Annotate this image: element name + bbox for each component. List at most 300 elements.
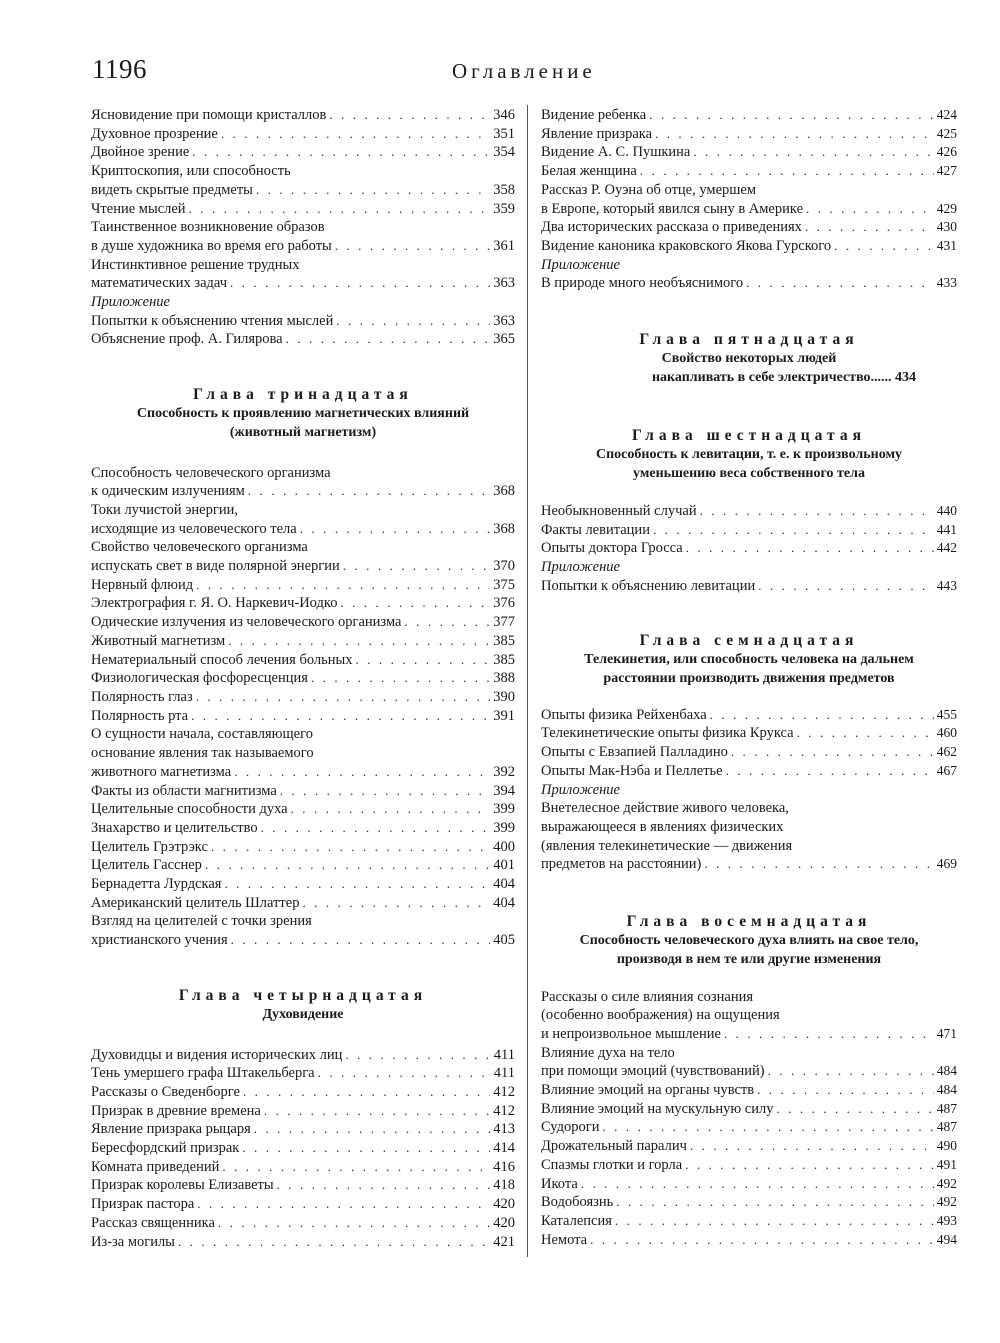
toc-entry-title: видеть скрытые предметы (91, 181, 253, 198)
chapter-15-title: Глава пятнадцатая (639, 331, 859, 349)
toc-page-number: 361 (493, 237, 515, 254)
toc-entry[interactable] (541, 743, 957, 762)
toc-page-number: 399 (493, 819, 515, 836)
toc-entry-title: Целительные способности духа (91, 801, 288, 818)
dot-leader (211, 838, 490, 857)
toc-entry-title: Опыты физика Рейхенбаха (541, 706, 707, 723)
toc-page-number: 358 (493, 181, 515, 198)
chapter-17-subtitle-2: расстоянии производить движения предметов (603, 671, 895, 687)
toc-entry-title: Опыты Мак-Нэба и Пеллетье (541, 762, 723, 779)
toc-page-number: 487 (936, 1100, 957, 1116)
chapter-13-heading (91, 385, 515, 442)
toc-entry-title: Попытки к объяснению чтения мыслей (91, 312, 334, 329)
toc-entry[interactable] (91, 782, 515, 801)
dot-leader (356, 651, 491, 670)
toc-entry[interactable] (91, 651, 515, 670)
toc-page-number: 375 (493, 576, 515, 593)
toc-entry-title: Судороги (541, 1119, 600, 1136)
dot-leader (264, 1102, 490, 1121)
toc-page-number: 404 (493, 894, 515, 911)
chapter-15-subtitle-2: накапливать в себе электричество (651, 369, 871, 385)
toc-page-number: 492 (936, 1175, 957, 1191)
toc-entry[interactable] (91, 894, 515, 913)
chapter-14-heading (91, 986, 515, 1025)
toc-entry[interactable] (541, 724, 957, 743)
toc-page-number: 420 (493, 1214, 515, 1231)
dot-leader (581, 1175, 934, 1194)
toc-page-number: 388 (493, 670, 515, 687)
toc-entry-title: Объяснение проф. А. Гилярова (91, 331, 283, 348)
toc-page-number: 411 (493, 1046, 515, 1063)
toc-entry[interactable] (541, 1100, 957, 1119)
toc-entry[interactable] (541, 218, 957, 237)
toc-entry-title: Рассказ Р. Оуэна об отце, умершем (541, 181, 757, 198)
dot-leader (335, 237, 490, 256)
toc-page-number: 441 (936, 521, 957, 537)
toc-entry-title: Взгляд на целителей с точки зрения (91, 913, 312, 930)
dot-leader (318, 1064, 491, 1083)
right-top-entries (541, 106, 957, 256)
toc-entry-title: предметов на расстоянии) (541, 856, 702, 873)
chapter-16-title: Глава шестнадцатая (632, 427, 866, 445)
toc-entry-title: испускать свет в виде полярной энергии (91, 558, 340, 575)
toc-entry-title: Явление призрака рыцаря (91, 1121, 251, 1138)
dot-leader (228, 632, 490, 651)
dot-leader (726, 762, 934, 781)
toc-page-number: 363 (493, 275, 515, 292)
toc-page-number: 400 (493, 838, 515, 855)
chapter-16-entries (541, 502, 957, 558)
toc-entry-title: Полярность глаз (91, 688, 193, 705)
toc-page-number: 491 (936, 1156, 957, 1172)
toc-entry-title: Немота (541, 1231, 588, 1248)
dot-leader (302, 894, 490, 913)
toc-entry-title: Рассказ священника (91, 1214, 215, 1231)
dot-leader (404, 613, 490, 632)
chapter-18-subtitle-1: Способность человеческого духа влиять на свое тело, (579, 933, 919, 949)
toc-page-number: 484 (936, 1082, 957, 1098)
toc-entry[interactable] (541, 502, 957, 521)
toc-entry-title: Телекинетические опыты физика Крукса (541, 725, 794, 742)
toc-entry-title: Знахарство и целительство (91, 819, 258, 836)
toc-entry-title: Таинственное возникновение образов (91, 219, 325, 236)
dot-leader (758, 577, 934, 596)
toc-entry[interactable] (91, 856, 515, 875)
chapter-16-subtitle-2: уменьшению веса собственного тела (633, 466, 865, 482)
chapter-16-heading (541, 426, 957, 483)
dot-leader (710, 706, 934, 725)
toc-page-number: 351 (493, 125, 515, 142)
toc-entry[interactable] (541, 274, 957, 293)
appendix-label: Приложение (91, 294, 170, 311)
toc-entry[interactable] (91, 800, 515, 819)
toc-page-number: 416 (493, 1158, 515, 1175)
toc-entry[interactable] (91, 1120, 515, 1139)
toc-entry[interactable] (91, 464, 515, 501)
dot-leader (230, 274, 490, 293)
dot-leader (768, 1062, 934, 1081)
dot-leader (191, 707, 490, 726)
chapter-15-page: 434 (895, 369, 917, 385)
dot-leader (724, 1025, 934, 1044)
toc-entry[interactable] (541, 162, 957, 181)
dot-leader (590, 1231, 934, 1250)
chapter-16-subtitle-1: Способность к левитации, т. е. к произвольному (596, 447, 902, 463)
column-divider (527, 105, 528, 1257)
toc-entry-title: Способность человеческого организма (91, 464, 331, 481)
toc-entry[interactable] (541, 521, 957, 540)
chapter-16-appendix-entries (541, 577, 957, 596)
dot-leader (277, 1176, 491, 1195)
chapter-18-heading (541, 912, 957, 969)
toc-page-number: 385 (493, 632, 515, 649)
toc-page-number: 365 (493, 331, 515, 348)
dot-leader (797, 724, 934, 743)
chapter-13-entries (91, 464, 515, 950)
chapter-15-subtitle-1: Свойство некоторых людей (661, 351, 837, 367)
toc-entry-title: Опыты с Евзапией Палладино (541, 744, 728, 761)
toc-entry[interactable] (91, 1195, 515, 1214)
toc-entry[interactable] (91, 143, 515, 162)
toc-entry-title: Нематериальный способ лечения больных (91, 651, 353, 668)
dot-leader (616, 1193, 933, 1212)
toc-entry-title: Комната приведений (91, 1158, 220, 1175)
toc-page-number: 413 (493, 1121, 515, 1138)
dot-leader (615, 1212, 934, 1231)
dot-leader (693, 143, 933, 162)
toc-page-number: 471 (936, 1025, 957, 1041)
toc-entry[interactable] (541, 1175, 957, 1194)
right-top-appendix-entries (541, 274, 957, 293)
toc-entry[interactable] (91, 200, 515, 219)
toc-entry-title: Призрак пастора (91, 1196, 195, 1213)
toc-page-number: 404 (493, 876, 515, 893)
toc-entry[interactable] (91, 1102, 515, 1121)
toc-entry-title: Дрожательный паралич (541, 1138, 687, 1155)
toc-page-number: 399 (493, 801, 515, 818)
dot-leader (329, 106, 490, 125)
toc-entry-title: Видение ребенка (541, 107, 647, 123)
toc-entry[interactable] (91, 330, 515, 349)
page-number: 1196 (92, 54, 147, 84)
toc-entry-title: Необыкновенный случай (541, 502, 697, 519)
toc-entry-title: Американский целитель Шлаттер (91, 894, 300, 911)
dot-leader (234, 763, 490, 782)
toc-entry[interactable] (541, 762, 957, 781)
toc-entry[interactable] (91, 1064, 515, 1083)
chapter-17-entries (541, 706, 957, 781)
toc-entry[interactable] (541, 1081, 957, 1100)
toc-entry[interactable] (91, 1176, 515, 1195)
appendix-label: Приложение (541, 781, 620, 798)
toc-entry[interactable] (91, 632, 515, 651)
dot-leader (218, 1214, 490, 1233)
toc-entry-title: Полярность рта (91, 707, 189, 724)
toc-page-number: 469 (936, 856, 957, 872)
toc-entry-title: Физиологическая фосфоресценция (91, 670, 308, 687)
right-column (541, 106, 957, 1249)
toc-page-number: 427 (936, 163, 957, 179)
toc-page-number: 443 (936, 577, 957, 593)
dot-leader (757, 1081, 934, 1100)
toc-entry-title: Опыты доктора Гросса (541, 540, 683, 557)
toc-entry[interactable] (91, 1214, 515, 1233)
toc-page-number: 363 (493, 312, 515, 329)
dot-leader (731, 743, 934, 762)
dot-leader (243, 1083, 490, 1102)
toc-entry-title: Два исторических рассказа о приведениях (541, 219, 802, 236)
chapter-17-subtitle-1: Телекинетия, или способность человека на дальнем (584, 652, 914, 668)
toc-entry-title: Спазмы глотки и горла (541, 1156, 683, 1173)
toc-page-number: 487 (936, 1119, 957, 1135)
dot-leader (686, 539, 934, 558)
toc-entry-title: Духовное прозрение (91, 125, 218, 142)
toc-entry[interactable] (541, 181, 957, 218)
dot-leader (248, 482, 490, 501)
toc-page-number: 462 (936, 744, 957, 760)
toc-entry[interactable] (541, 1044, 957, 1081)
dot-leader (746, 274, 934, 293)
toc-entry[interactable] (91, 162, 515, 199)
toc-page-number: 370 (493, 558, 515, 575)
dot-leader (649, 106, 934, 125)
toc-page-number: 440 (936, 502, 957, 518)
chapter-17-appendix-entries (541, 799, 957, 874)
toc-entry[interactable] (91, 1046, 515, 1065)
toc-entry[interactable] (91, 912, 515, 949)
dot-leader (690, 1137, 934, 1156)
toc-page-number: 433 (936, 275, 957, 291)
toc-entry[interactable] (91, 613, 515, 632)
toc-entry-title: основание явления так называемого (91, 745, 314, 762)
toc-page-number: 377 (493, 614, 515, 631)
toc-page-number: 390 (493, 688, 515, 705)
toc-entry-title: при помощи эмоций (чувствований) (541, 1063, 765, 1080)
toc-entry[interactable] (91, 106, 515, 125)
toc-page-number: 455 (936, 706, 957, 722)
toc-entry-title: христианского учения (91, 932, 228, 949)
dot-leader (291, 800, 491, 819)
chapter-15-heading (541, 330, 957, 387)
dot-leader: ...... (870, 369, 892, 385)
toc-entry-title: Рассказы о силе влияния сознания (541, 988, 754, 1005)
dot-leader (280, 782, 490, 801)
toc-entry-title: Одические излучения из человеческого организма (91, 614, 402, 631)
toc-entry[interactable] (91, 1233, 515, 1252)
toc-page-number: 492 (936, 1194, 957, 1210)
toc-entry-title: Целитель Грэтрэкс (91, 838, 208, 855)
dot-leader (685, 1156, 934, 1175)
toc-entry-title: Водобоязнь (541, 1194, 614, 1211)
toc-entry-title: О сущности начала, составляющего (91, 726, 313, 743)
toc-entry-title: Чтение мыслей (91, 200, 186, 217)
toc-page-number: 425 (936, 125, 957, 141)
toc-entry-title: Явление призрака (541, 125, 653, 142)
toc-page-number: 412 (493, 1102, 515, 1119)
toc-page-number: 405 (493, 932, 515, 949)
toc-page-number: 490 (936, 1138, 957, 1154)
toc-entry-title: Попытки к объяснению левитации (541, 577, 756, 594)
toc-entry[interactable] (91, 1158, 515, 1177)
toc-page-number: 411 (493, 1065, 515, 1082)
toc-entry[interactable] (541, 1231, 957, 1250)
toc-entry-title: в Европе, который явился сыну в Америке (541, 200, 803, 217)
dot-leader (602, 1118, 933, 1137)
toc-entry[interactable] (91, 256, 515, 293)
toc-entry[interactable] (91, 838, 515, 857)
dot-leader (205, 856, 490, 875)
toc-entry[interactable] (91, 312, 515, 331)
toc-page-number: 412 (493, 1083, 515, 1100)
toc-page-number: 346 (493, 107, 515, 123)
dot-leader (653, 521, 934, 540)
toc-entry[interactable] (541, 799, 957, 874)
toc-entry-title: Животный магнетизм (91, 632, 226, 649)
toc-page-number: 394 (493, 782, 515, 799)
toc-entry[interactable] (91, 688, 515, 707)
toc-entry-title: В природе много необъяснимого (541, 275, 744, 292)
toc-page-number: 392 (493, 763, 515, 780)
toc-entry[interactable] (91, 538, 515, 575)
dot-leader (196, 688, 491, 707)
toc-entry[interactable] (91, 875, 515, 894)
left-top-entries (91, 106, 515, 293)
toc-page-number: 385 (493, 651, 515, 668)
chapter-13-subtitle-1: Способность к проявлению магнетических влияний (136, 406, 470, 422)
toc-entry[interactable] (541, 577, 957, 596)
chapter-14-title: Глава четырнадцатая (178, 986, 428, 1004)
chapter-13-subtitle-2: (животный магнетизм) (229, 424, 377, 440)
toc-page-number: 414 (493, 1140, 515, 1157)
toc-entry-title: исходящие из человеческого тела (91, 520, 297, 537)
toc-entry-title: Свойство человеческого организма (91, 539, 308, 556)
toc-entry[interactable] (541, 237, 957, 256)
toc-entry[interactable] (541, 106, 957, 125)
dot-leader (343, 557, 491, 576)
toc-entry[interactable] (91, 1139, 515, 1158)
toc-entry-title: Бернадетта Лурдская (91, 876, 222, 893)
toc-entry-title: Влияние духа на тело (541, 1044, 675, 1061)
toc-entry-title: Электрография г. Я. О. Наркевич-Иодко (91, 595, 338, 612)
toc-entry-title: (явления телекинетические — движения (541, 837, 793, 854)
toc-entry[interactable] (541, 143, 957, 162)
toc-entry[interactable] (91, 125, 515, 144)
chapter-17-heading (541, 631, 957, 688)
chapter-14-subtitle-1: Духовидение (262, 1006, 344, 1022)
toc-entry-title: Двойное зрение (91, 144, 190, 161)
toc-entry-title: Белая женщина (541, 163, 637, 180)
dot-leader (192, 143, 490, 162)
left-top-appendix-entries (91, 312, 515, 349)
toc-page-number: 354 (493, 144, 515, 161)
dot-leader (197, 1195, 490, 1214)
toc-page-number: 460 (936, 725, 957, 741)
dot-leader (189, 200, 491, 219)
dot-leader (261, 819, 491, 838)
toc-page-number: 424 (936, 107, 957, 122)
toc-page-number: 442 (936, 540, 957, 556)
toc-entry-title: Бересфордский призрак (91, 1140, 240, 1157)
dot-leader (345, 1046, 490, 1065)
toc-page-number: 467 (936, 762, 957, 778)
dot-leader (805, 218, 934, 237)
toc-entry[interactable] (541, 1193, 957, 1212)
toc-entry[interactable] (541, 1212, 957, 1231)
toc-entry-title: Икота (541, 1175, 578, 1192)
toc-entry-title: Видение А. С. Пушкина (541, 144, 691, 161)
toc-entry[interactable] (91, 819, 515, 838)
chapter-14-entries (91, 1046, 515, 1252)
toc-entry[interactable] (541, 125, 957, 144)
toc-page-number: 493 (936, 1212, 957, 1228)
toc-entry-title: Призрак королевы Елизаветы (91, 1177, 274, 1194)
dot-leader (776, 1100, 933, 1119)
dot-leader (704, 855, 933, 874)
toc-entry-title: Тень умершего графа Штакельберга (91, 1065, 315, 1082)
dot-leader (336, 312, 490, 331)
toc-entry[interactable] (91, 218, 515, 255)
toc-entry[interactable] (91, 725, 515, 781)
chapter-13-title: Глава тринадцатая (193, 386, 413, 404)
toc-entry[interactable] (541, 1137, 957, 1156)
toc-entry-title: (особенно воображения) на ощущения (541, 1007, 780, 1024)
toc-entry-title: выражающееся в явлениях физических (541, 818, 784, 835)
toc-page-number: 426 (936, 144, 957, 160)
toc-page-number: 368 (493, 483, 515, 500)
toc-entry[interactable] (91, 576, 515, 595)
toc-entry-title: Целитель Гасснер (91, 857, 202, 874)
toc-entry-title: Факты левитации (541, 521, 650, 538)
toc-entry-title: животного магнетизма (91, 763, 232, 780)
toc-entry-title: Нервный флюид (91, 576, 194, 593)
chapter-15-subtitle-2-row (541, 369, 957, 388)
toc-entry-title: Из-за могилы (91, 1233, 175, 1250)
toc-entry-title: Рассказы о Сведенборге (91, 1083, 240, 1100)
dot-leader (700, 502, 934, 521)
toc-entry-title: математических задач (91, 275, 228, 292)
dot-leader (655, 125, 934, 144)
toc-entry-title: Инстинктивное решение трудных (91, 256, 300, 273)
dot-leader (178, 1233, 490, 1252)
toc-entry-title: Внетелесное действие живого человека, (541, 800, 789, 817)
toc-page-number: 494 (936, 1231, 957, 1247)
toc-page-number: 484 (936, 1063, 957, 1079)
toc-entry[interactable] (541, 988, 957, 1044)
toc-entry-title: Токи лучистой энергии, (91, 501, 238, 518)
dot-leader (196, 576, 490, 595)
dot-leader (311, 669, 490, 688)
toc-entry-title: Влияние эмоций на органы чувств (541, 1082, 755, 1099)
page-title: Оглавление (452, 59, 596, 83)
toc-entry[interactable] (541, 706, 957, 725)
toc-entry[interactable] (91, 501, 515, 538)
dot-leader (340, 594, 490, 613)
left-column (91, 106, 515, 1251)
toc-entry[interactable] (541, 1118, 957, 1137)
toc-entry[interactable] (91, 669, 515, 688)
toc-entry[interactable] (91, 1083, 515, 1102)
toc-entry-title: Призрак в древние времена (91, 1102, 261, 1119)
toc-entry[interactable] (541, 539, 957, 558)
toc-entry[interactable] (541, 1156, 957, 1175)
dot-leader (286, 330, 491, 349)
toc-entry[interactable] (91, 707, 515, 726)
toc-page-number: 430 (936, 219, 957, 235)
toc-entry-title: и непроизвольное мышление (541, 1025, 721, 1042)
toc-entry[interactable] (91, 594, 515, 613)
chapter-18-title: Глава восемнадцатая (626, 913, 872, 931)
dot-leader (222, 1158, 490, 1177)
